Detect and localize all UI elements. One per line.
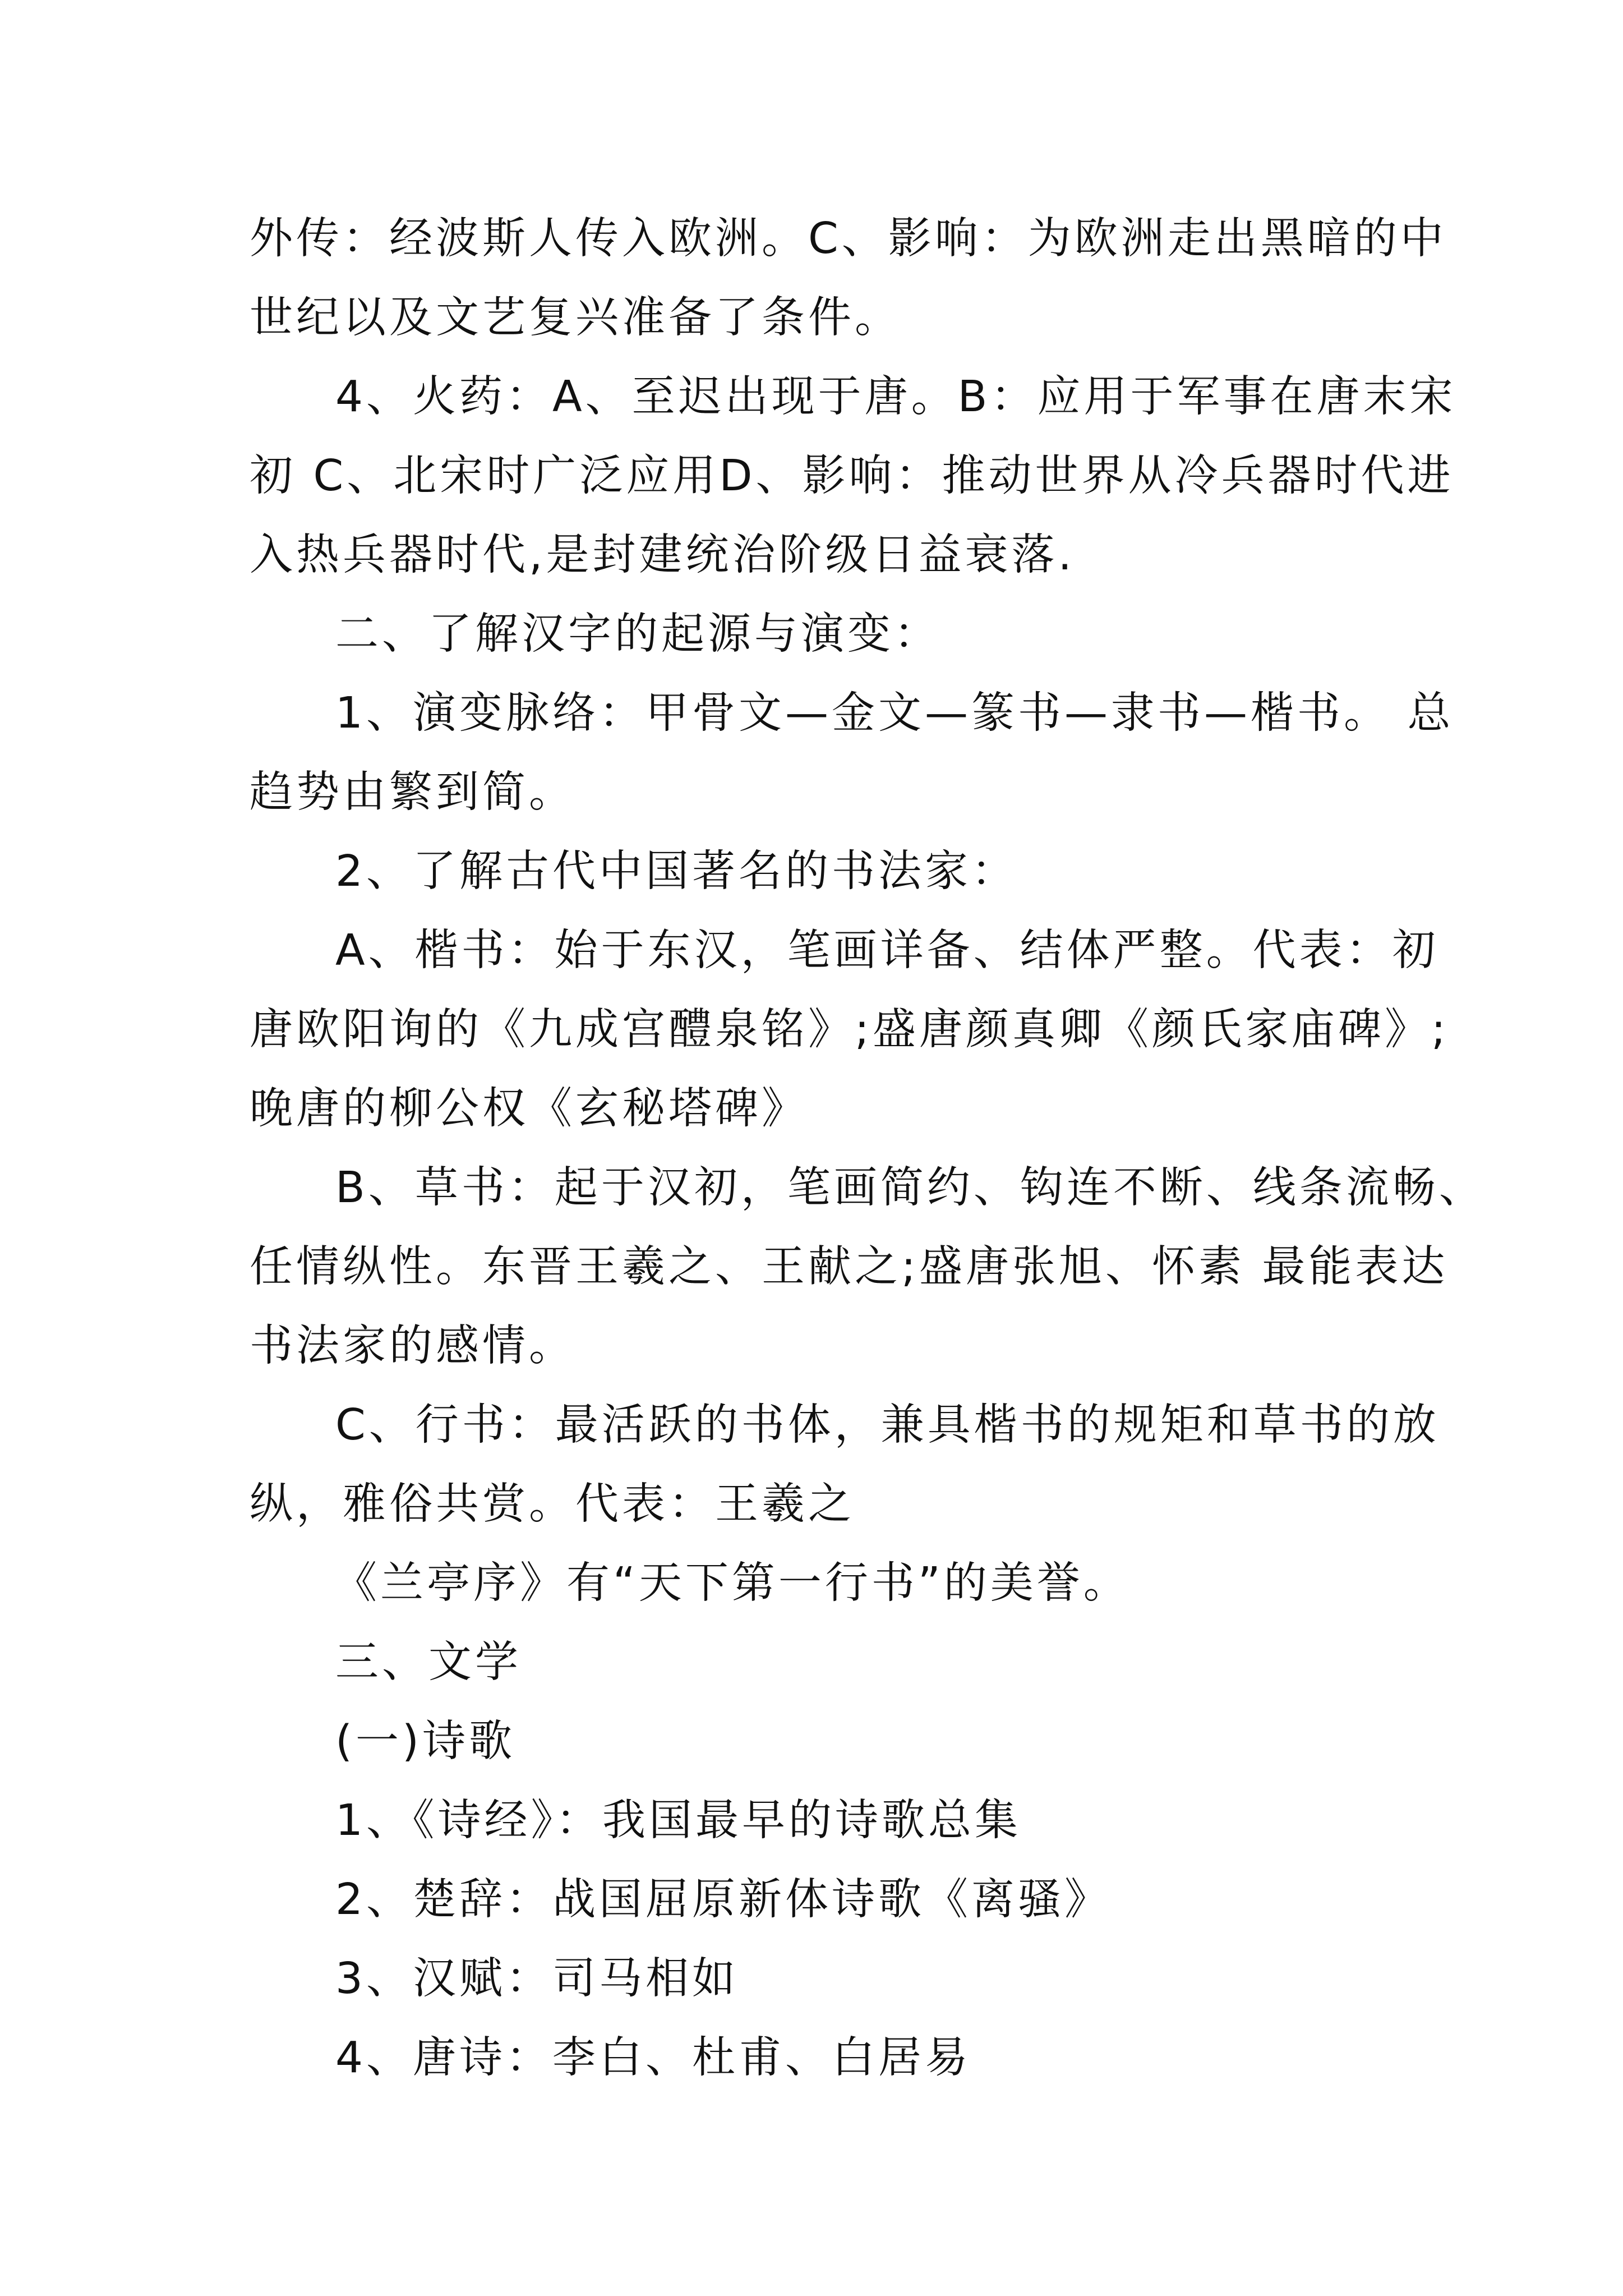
- text-line: 《兰亭序》有“天下第一行书”的美誉。: [334, 1558, 1130, 1608]
- text-line: 趋势由繁到简。: [250, 767, 575, 817]
- list-item: 3、汉赋：司马相如: [335, 1954, 739, 2004]
- text-line: 4、火药：A、至迟出现于唐。B：应用于军事在唐末宋: [335, 372, 1456, 422]
- text-line: C、行书：最活跃的书体，兼具楷书的规矩和草书的放: [335, 1400, 1440, 1450]
- text-line: 晚唐的柳公权《玄秘塔碑》: [250, 1084, 808, 1134]
- text-line: 初 C、北宋时广泛应用D、影响：推动世界从冷兵器时代进: [250, 451, 1454, 501]
- list-item: 4、唐诗：李白、杜甫、白居易: [335, 2033, 971, 2083]
- text-line: 书法家的感情。: [250, 1321, 575, 1371]
- text-line: 1、演变脉络：甲骨文—金文—篆书—隶书—楷书。 总: [335, 688, 1454, 738]
- body-text: [250, 199, 1486, 2097]
- subsection-heading: (一)诗歌: [335, 1717, 516, 1766]
- list-item: 2、楚辞：战国屈原新体诗歌《离骚》: [335, 1875, 1111, 1925]
- text-line: 唐欧阳询的《九成宫醴泉铭》;盛唐颜真卿《颜氏家庙碑》;: [250, 1005, 1449, 1055]
- text-line: 2、了解古代中国著名的书法家：: [335, 846, 1018, 896]
- text-line: 入热兵器时代,是封建统治阶级日益衰落.: [250, 530, 1075, 580]
- text-line: 纵，雅俗共赏。代表：王羲之: [250, 1479, 855, 1529]
- section-heading: 三、文学: [335, 1637, 522, 1687]
- section-heading: 二、了解汉字的起源与演变：: [335, 609, 940, 659]
- text-line: 世纪以及文艺复兴准备了条件。: [250, 293, 901, 343]
- list-item: 1、《诗经》：我国最早的诗歌总集: [335, 1796, 1021, 1846]
- text-line: 任情纵性。东晋王羲之、王献之;盛唐张旭、怀素 最能表达: [250, 1242, 1449, 1292]
- text-line: B、草书：起于汉初，笔画简约、钩连不断、线条流畅、: [335, 1163, 1486, 1213]
- text-line: A、楷书：始于东汉，笔画详备、结体严整。代表：初: [335, 926, 1439, 976]
- text-line: 外传：经波斯人传入欧洲。C、影响：为欧洲走出黑暗的中: [250, 214, 1447, 264]
